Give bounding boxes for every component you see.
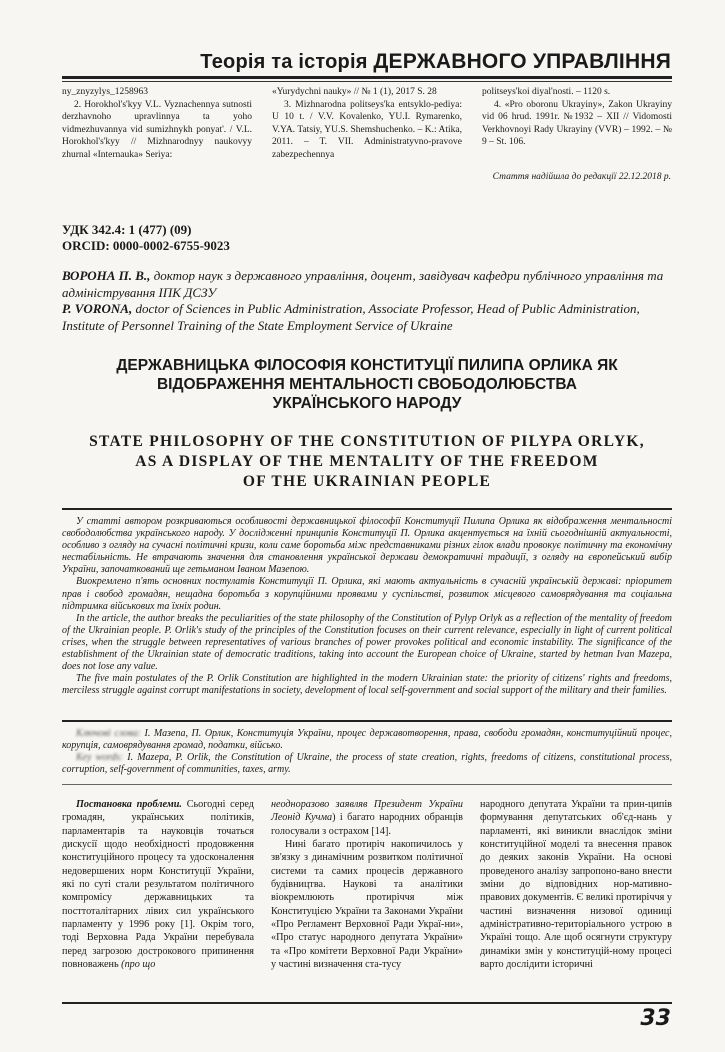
article-meta	[62, 222, 230, 254]
body-paragraph	[271, 798, 463, 838]
header-rule	[62, 76, 672, 79]
header-rule-thin	[62, 81, 672, 82]
reference-line: ny_znyzylys_1258963	[62, 87, 149, 97]
keywords-ua-label: Ключові слова:	[76, 728, 141, 739]
body-italic-text: (про що	[118, 959, 156, 971]
author-ua	[62, 268, 674, 301]
body-column-3	[480, 798, 672, 971]
body-paragraph: народного депутата України та прин-ципів формування депутатських об'єд-нань у парламенті, які виникли внаслідок зміни конституційної моделі та внесення правок до деяких законів України. На основі проведеного аналізу запропоно-вано внести зміни до відповідних нор-мативно-правових документів. Є великі протиріччя у частині визначення низової одиниці адміністративно-територіального устрою в Україні тощо. Але щоб осягнути структуру динаміки змін у конституцій-ному процесі варто дослідити історичні	[480, 799, 672, 971]
keywords-ua	[62, 728, 672, 752]
body-paragraph	[62, 798, 254, 971]
title-line: AS A DISPLAY OF THE MENTALITY OF THE FREEDOM	[135, 453, 599, 470]
keywords-ua-text: І. Мазепа, П. Орлик, Конституція України, процес державотворення, права, свободи громадян, конституційний процес, корупція, самоврядування громад, податки, військо.	[62, 728, 672, 752]
references-column-2	[272, 86, 462, 162]
body-column-1	[62, 798, 254, 971]
running-header	[200, 50, 671, 74]
abstract-paragraph: The five main postulates of the P. Orlik Constitution are highlighted in the modern Ukrainian state: the priority of citizens' rights and freedoms, merciless struggle against corrupt manifestations in society, development of local self-government and social support of the military and their families.	[62, 673, 672, 697]
abstract-bottom-rule	[62, 720, 672, 722]
reference-item: 3. Mizhnarodna politseys'ka entsyklo-pediya: U 10 t. / V.V. Kovalenko, YU.I. Rymarenko, V.YA. Tatsiy, YU.S. Shemshuchenko. – K.: Atika, 2011. – T. VII. Administratyvno-pravove zabezpechennya	[272, 99, 462, 160]
title-line: STATE PHILOSOPHY OF THE CONSTITUTION OF PILYPA ORLYK,	[89, 433, 645, 450]
reference-item: 4. «Pro oboronu Ukrayiny», Zakon Ukrayiny vid 06 hrud. 1991r. №1932 – XII // Vidomosti Verkhovnoyi Rady Ukrayiny (VVR) – 1992. – № 9 – St. 106.	[482, 99, 672, 148]
page-number: 33	[640, 1006, 671, 1031]
body-italic-text: неодноразово заявляв Президент України Леонід Кучма	[271, 799, 463, 824]
article-title-en	[62, 432, 672, 492]
reference-item: 2. Horokhol's'kyy V.L. Vyznachennya sutnosti derzhavnoho upravlinnya ta yoho vidmezhuvannya vid sumizhnykh ponyat'. / V.L. Horokhol's'kyy // Mizhnarodnyy naukovyy zhurnal «Internauka» Seriya:	[62, 99, 252, 160]
body-paragraph: Нині багато протиріч накопичилось у зв'язку з динамічним розвитком політичної системи та самих процесів державного будівництва. Наукові та аналітики вiокремлюють протиріччя між Конституцією України та Законами України «Про Регламент Верховної Ради Украї-ни», «Про статус народного депутата України» та «Про комітети Верховної Ради України» у частині визначення ста-тусу	[271, 839, 463, 971]
body-text: Сьогодні серед громадян, українських політиків, парламентарів та науковців точаться дискусії щодо необхідності продовження конституційного процесу та удосконалення недовершених норм Конституції України, які по суті стали результатом політичного компромісу державницьких та посттоталітарних лівих сил українського парламенту у 1996 року [1]. Окрім того, тоді Верховна Рада України перебувала перед загрозою дострокового припинення повноважень	[62, 799, 254, 971]
body-column-2	[271, 798, 463, 971]
reference-line: politseys'koi diyal'nosti. – 1120 s.	[482, 87, 611, 97]
author-en	[62, 301, 674, 334]
author-info	[62, 268, 674, 334]
title-line: ДЕРЖАВНИЦЬКА ФІЛОСОФІЯ КОНСТИТУЦІЇ ПИЛИПА ОРЛИКА ЯК	[116, 357, 618, 374]
references-column-3	[482, 86, 672, 149]
keywords-en	[62, 752, 672, 776]
orcid: ORCID: 0000-0002-6755-9023	[62, 238, 230, 253]
received-date-note: Стаття надійшла до редакції 22.12.2018 р.	[492, 172, 671, 182]
body-text: ) і багато народних обранців голосували з острахом [14].	[271, 812, 463, 837]
author-en-name: P. VORONA,	[62, 301, 133, 316]
keywords-en-label: Key words:	[76, 752, 124, 764]
title-line: УКРАЇНСЬКОГО НАРОДУ	[272, 395, 462, 412]
udc-code: УДК 342.4: 1 (477) (09)	[62, 222, 192, 237]
title-line: OF THE UKRAINIAN PEOPLE	[242, 473, 492, 490]
title-line: ВІДОБРАЖЕННЯ МЕНТАЛЬНОСТІ СВОБОДОЛЮБСТВА	[156, 376, 577, 393]
header-title-prefix: Теорія та історія	[200, 51, 374, 73]
abstract-top-rule	[62, 508, 672, 510]
keywords-bottom-rule	[62, 784, 672, 785]
author-ua-affiliation: доктор наук з державного управління, доцент, завідувач кафедри публічного управління та адміністрування ІПК ДСЗУ	[62, 268, 664, 300]
abstract-paragraph: Виокремлено п'ять основних постулатів Конституції П. Орлика, які мають актуальність в сучасній українській державі: пріоритет прав і свобод громадян, нещадна боротьба з корупційними проявами у суспільстві, розвиток місцевого самоврядування та соціальна підтримка військових та їхніх родин.	[62, 576, 672, 612]
article-title-ua	[62, 356, 672, 413]
abstract	[62, 516, 672, 697]
abstract-paragraph: У статті автором розкриваються особливості державницької філософії Конституції Пилипа Орлика як відображення ментальності свободолюбства українського народу. У дослідженні принципів Конституції П. Орлика акцентується на їхній сьогоднішній актуальності, особливо з огляду на сучасні політичні кризи, коли саме боротьба між представниками різних гілок влади провокує політичну та економічну нестабільність. Не втрачають значення для становлення української держави демократичні традиції, з огляду на європейський вибір України, започаткований ще гетьманом Іваном Мазепою.	[62, 516, 672, 576]
abstract-paragraph: In the article, the author breaks the peculiarities of the state philosophy of the Constitution of Pylyp Orlyk as a reflection of the mentality of freedom of the Ukrainian people. P. Orlik's study of the principles of the Constitution focuses on their current relevance, especially in light of current political crises, when the struggle between representatives of various branches of power provokes political and economic instability. The significance of the establishment of the Ukrainian state of democratic traditions, taking into account the European choice of Ukraine, started by hetman Ivan Mazepa, does not lose any value.	[62, 612, 672, 673]
reference-line: «Yurydychni nauky» // № 1 (1), 2017 S. 28	[272, 87, 437, 97]
footer-rule	[62, 1002, 672, 1004]
author-en-affiliation: doctor of Sciences in Public Administration, Associate Professor, Head of Public Administration, Institute of Personnel Training of the State Employment Service of Ukraine	[62, 301, 640, 333]
references-column-1	[62, 86, 252, 162]
header-title-caps: ДЕРЖАВНОГО УПРАВЛІННЯ	[373, 50, 671, 73]
author-ua-name: ВОРОНА П. В.,	[62, 268, 151, 283]
keywords	[62, 728, 672, 776]
keywords-en-text: I. Mazepa, P. Orlik, the Constitution of Ukraine, the process of state creation, rights, freedoms of citizens, constitutional process, corruption, self-government of communities, taxes, army.	[62, 752, 673, 776]
section-heading: Постановка проблеми.	[76, 799, 182, 810]
